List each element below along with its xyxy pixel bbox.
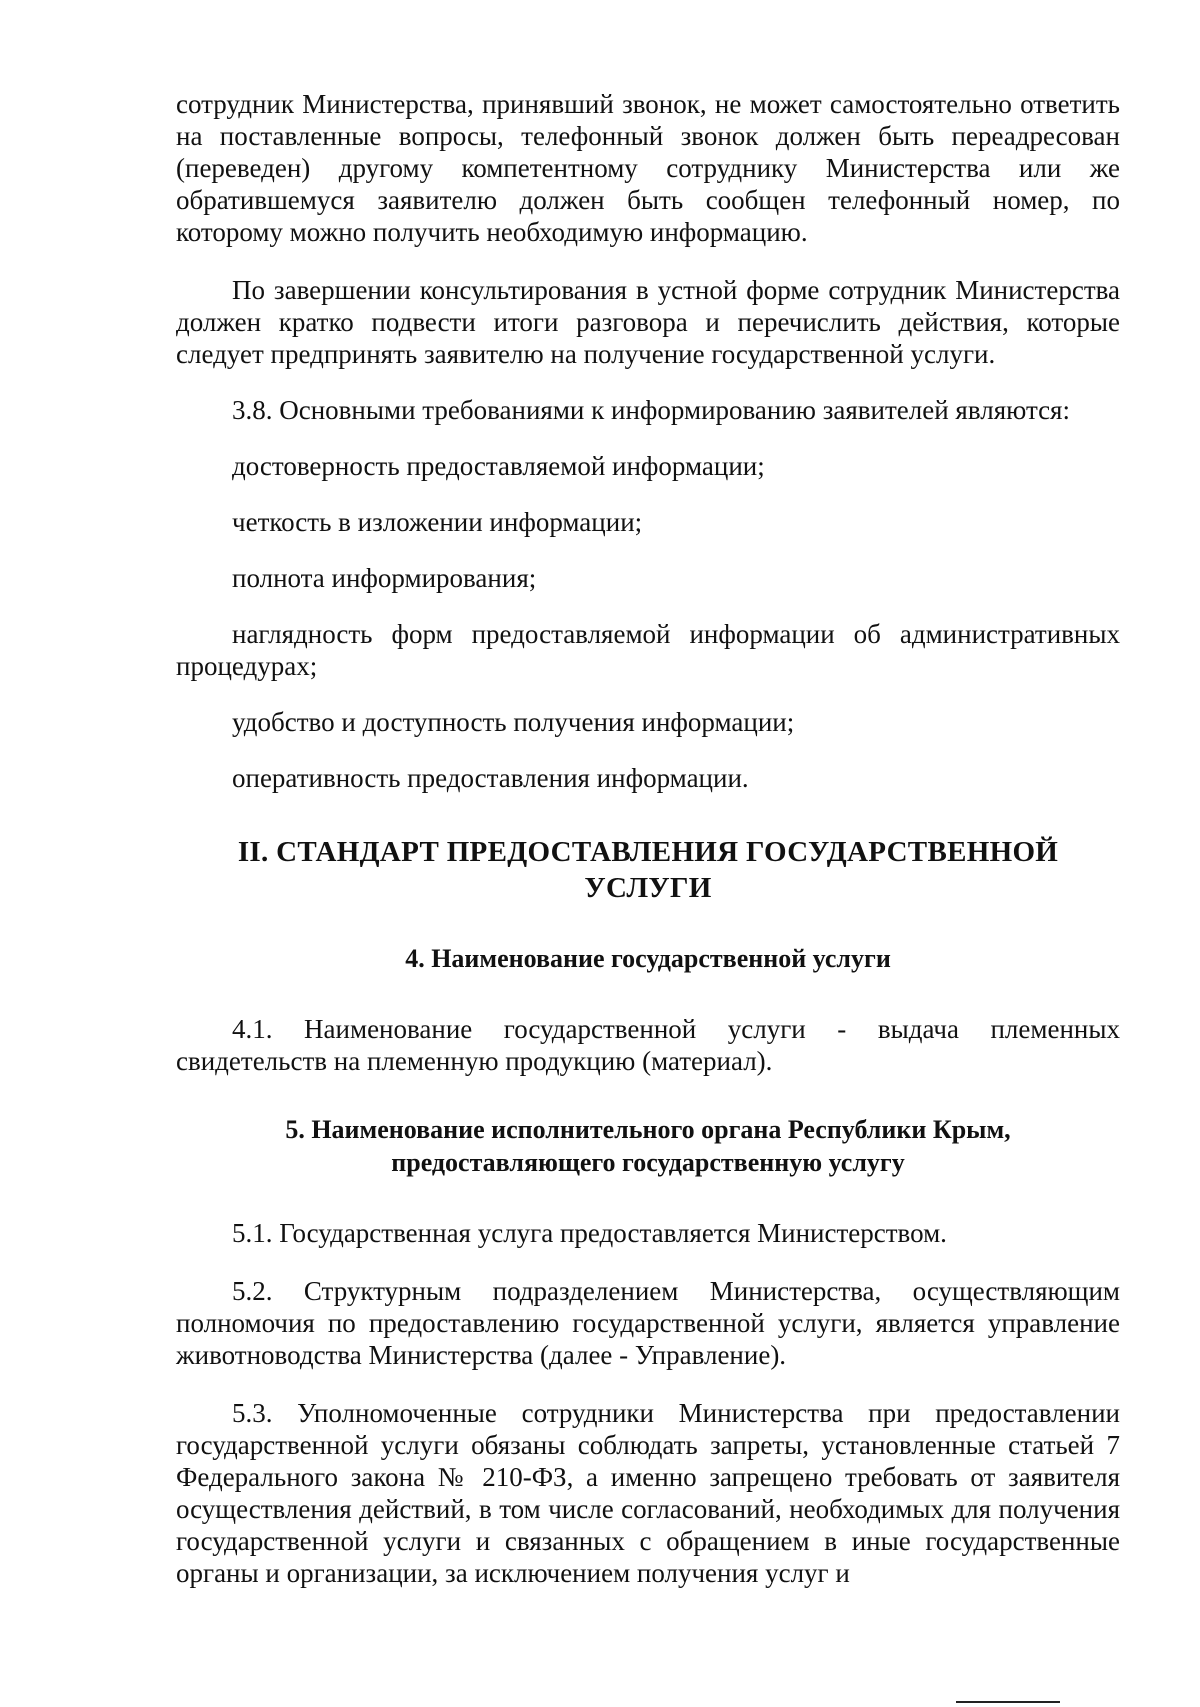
- heading-5: [176, 1113, 1120, 1179]
- requirement-item: удобство и доступность получения информации;: [232, 707, 795, 737]
- requirement-item: четкость в изложении информации;: [232, 507, 643, 537]
- heading-4: 4. Наименование государственной услуги: [405, 944, 891, 973]
- paragraph-5-2: 5.2. Структурным подразделением Министерства, осуществляющим полномочия по предоставлению государственной услуги, является управление животноводства Министерства (далее - Управление).: [176, 1276, 1120, 1370]
- requirement-item: оперативность предоставления информации.: [232, 763, 749, 793]
- paragraph-consult-continuation: сотрудник Министерства, принявший звонок, не может самостоятельно ответить на поставленные вопросы, телефонный звонок должен быть переадресован (переведен) другому компетентному сотруднику Министерства или же обратившемуся заявителю должен быть сообщен телефонный номер, по которому можно получить необходимую информацию.: [176, 89, 1120, 247]
- heading-5-line-1: 5. Наименование исполнительного органа Республики Крым,: [285, 1115, 1011, 1144]
- requirement-item: наглядность форм предоставляемой информации об административных процедурах;: [176, 619, 1120, 681]
- paragraph-5-3: 5.3. Уполномоченные сотрудники Министерства при предоставлении государственной услуги обязаны соблюдать запреты, установленные статьей 7 Федерального закона № 210-ФЗ, а именно запрещено требовать от заявителя осуществления действий, в том числе согласований, необходимых для получения государственной услуги и связанных с обращением в иные государственные органы и организации, за исключением получения услуг и: [176, 1398, 1120, 1588]
- footer-rule: [956, 1701, 1060, 1703]
- heading-5-line-2: предоставляющего государственную услугу: [391, 1148, 905, 1177]
- paragraph-3-8: 3.8. Основными требованиями к информированию заявителей являются:: [232, 395, 1070, 425]
- document-body: [176, 88, 1120, 1589]
- paragraph-5-1: 5.1. Государственная услуга предоставляется Министерством.: [232, 1218, 947, 1248]
- section-2-title: II. СТАНДАРТ ПРЕДОСТАВЛЕНИЯ ГОСУДАРСТВЕННОЙ УСЛУГИ: [237, 836, 1059, 904]
- paragraph-4-1: 4.1. Наименование государственной услуги - выдача племенных свидетельств на племенную продукцию (материал).: [176, 1014, 1120, 1076]
- requirement-item: полнота информирования;: [232, 563, 537, 593]
- requirement-item: достоверность предоставляемой информации;: [232, 451, 765, 481]
- paragraph-consult-end: По завершении консультирования в устной форме сотрудник Министерства должен кратко подвести итоги разговора и перечислить действия, которые следует предпринять заявителю на получение государственной услуги.: [176, 275, 1120, 369]
